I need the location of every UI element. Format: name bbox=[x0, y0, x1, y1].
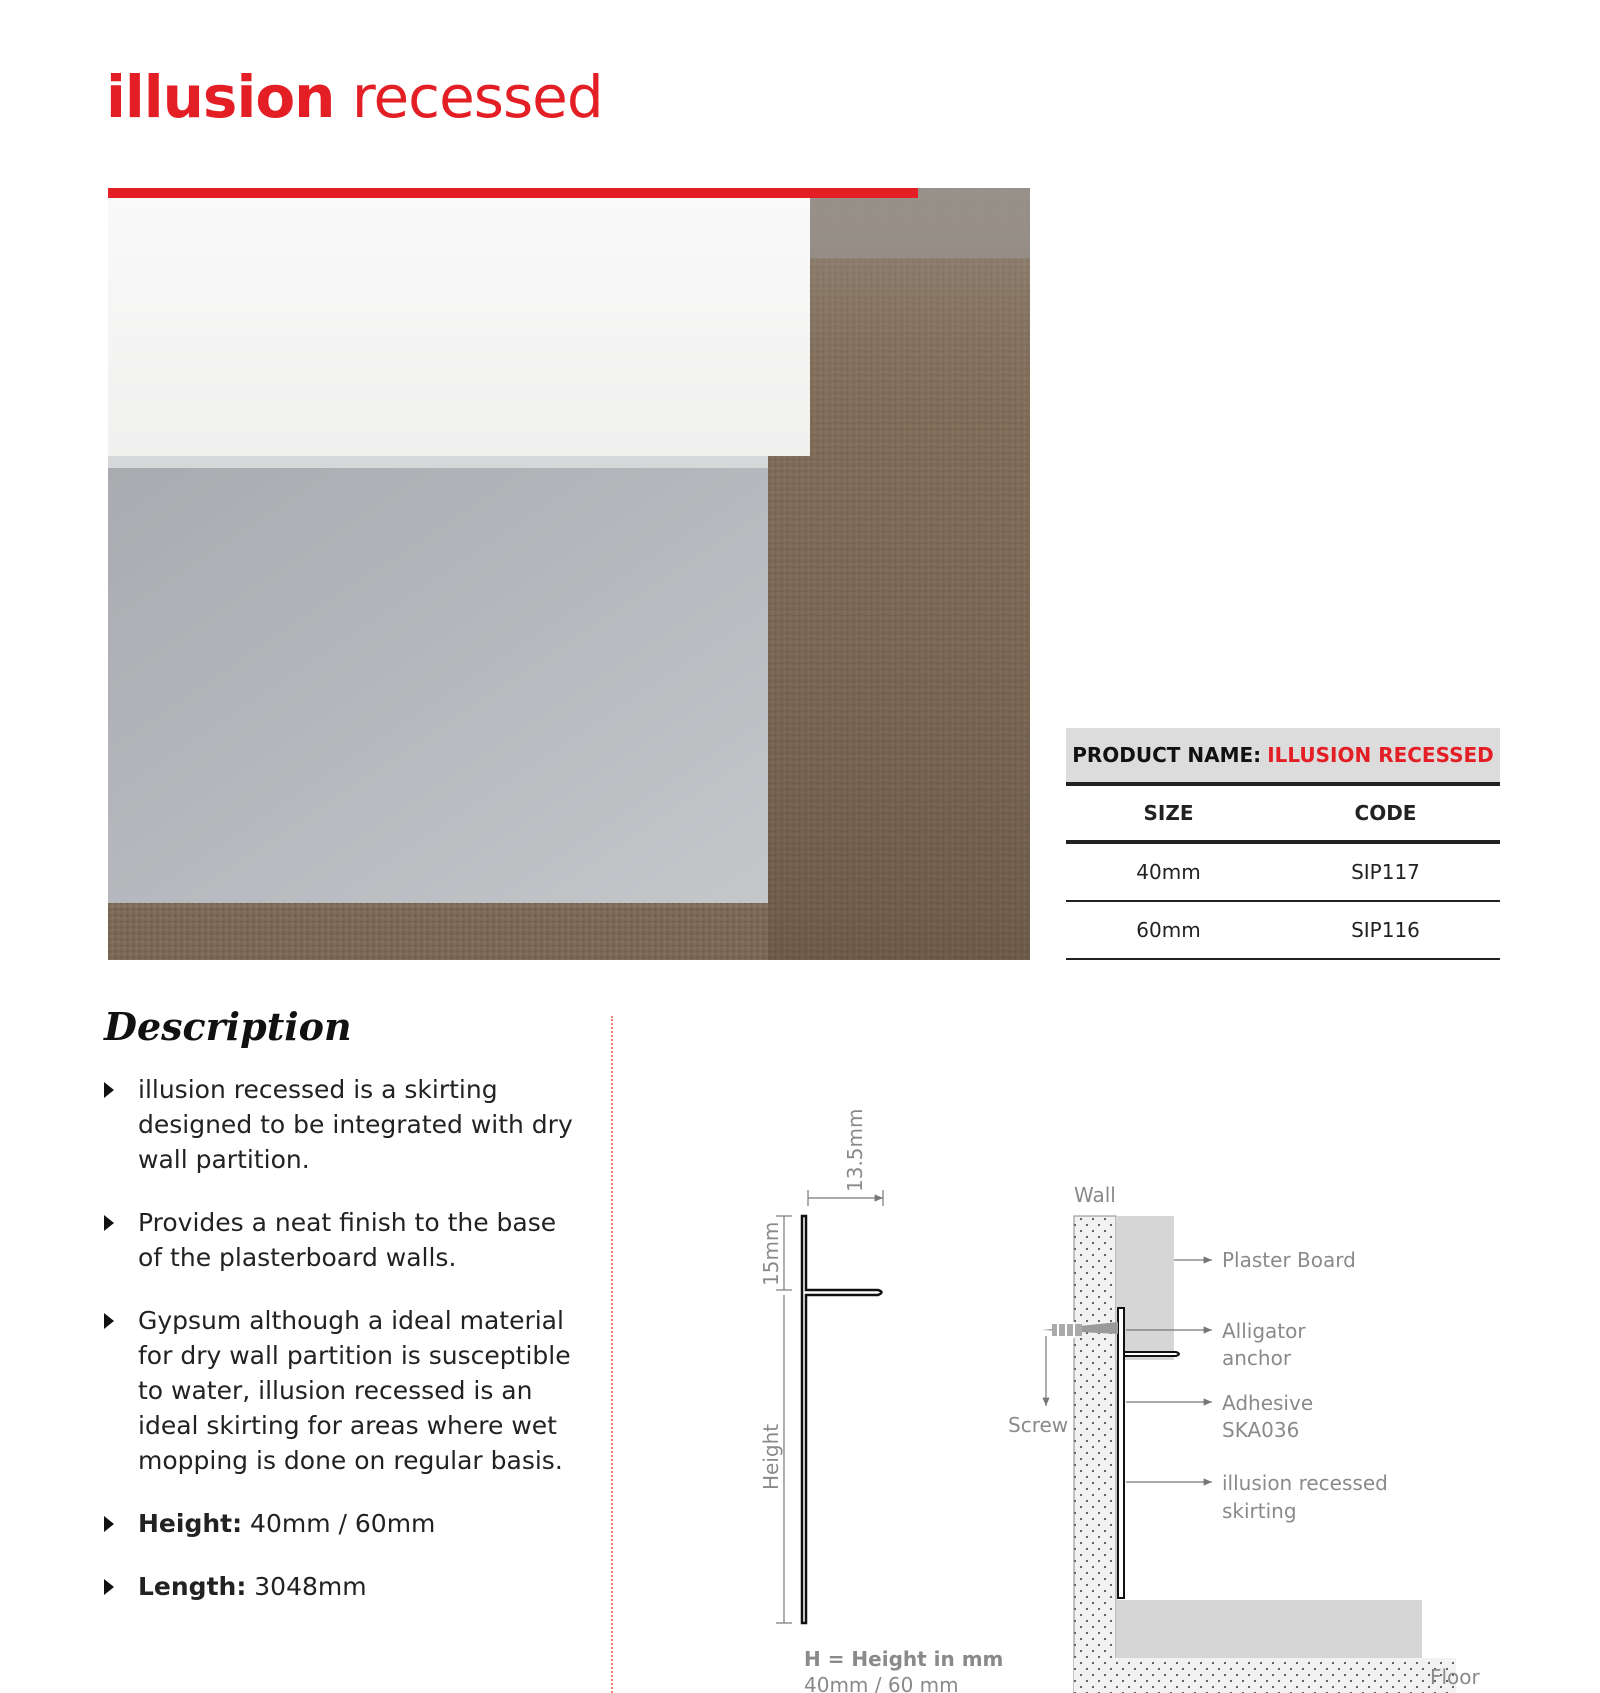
legend-height-label: H = Height in mm bbox=[804, 1647, 1004, 1671]
bullet-arrow-icon bbox=[104, 1082, 114, 1098]
list-item bbox=[104, 1072, 584, 1177]
list-item bbox=[104, 1205, 584, 1275]
code-cell: SIP116 bbox=[1351, 918, 1420, 942]
page-title bbox=[106, 62, 603, 132]
bullet-arrow-icon bbox=[104, 1313, 114, 1329]
product-photo-illustration bbox=[108, 188, 1030, 960]
list-item-text: Gypsum although a ideal material for dry wall partition is susceptible to water, illusion recessed is an ideal skirting for areas where wet mopping is done on regular basis. bbox=[138, 1306, 571, 1475]
title-product: recessed bbox=[351, 63, 603, 131]
size-cell: 60mm bbox=[1136, 918, 1201, 942]
bullet-arrow-icon bbox=[104, 1579, 114, 1595]
adhesive-label-line1: Adhesive bbox=[1222, 1391, 1314, 1415]
dim-width-label: 13.5mm bbox=[843, 1108, 867, 1192]
skirting-label-line2: skirting bbox=[1222, 1499, 1297, 1523]
list-item bbox=[104, 1303, 584, 1478]
dim-height-label: Height bbox=[759, 1423, 783, 1490]
product-spec-table bbox=[1066, 728, 1500, 960]
code-cell: SIP117 bbox=[1351, 860, 1420, 884]
list-item bbox=[104, 1506, 584, 1541]
floor-label: Floor bbox=[1430, 1665, 1480, 1689]
dim-top-label: 15mm bbox=[759, 1221, 783, 1286]
list-item-text: illusion recessed is a skirting designed to be integrated with dry wall partition. bbox=[138, 1075, 573, 1174]
alligator-label-line1: Alligator bbox=[1222, 1319, 1306, 1343]
screw-label: Screw bbox=[1008, 1413, 1069, 1437]
spec-label-height: Height: bbox=[138, 1509, 243, 1538]
plaster-board-label: Plaster Board bbox=[1222, 1248, 1356, 1272]
alligator-label-line2: anchor bbox=[1222, 1346, 1292, 1370]
legend-height-values: 40mm / 60 mm bbox=[804, 1673, 959, 1693]
section-divider bbox=[611, 1016, 613, 1693]
profile-section bbox=[759, 1109, 1003, 1693]
list-item-text: Provides a neat finish to the base of the plasterboard walls. bbox=[138, 1208, 557, 1272]
technical-diagram bbox=[640, 1090, 1600, 1693]
wall-label: Wall bbox=[1074, 1183, 1116, 1207]
bullet-arrow-icon bbox=[104, 1215, 114, 1231]
product-name-label: PRODUCT NAME: bbox=[1072, 743, 1262, 767]
product-photo bbox=[108, 188, 1030, 960]
installation-section bbox=[1008, 1183, 1481, 1693]
spec-value-height: 40mm / 60mm bbox=[250, 1509, 436, 1538]
description-list bbox=[104, 1072, 584, 1632]
product-name-header bbox=[1066, 728, 1500, 786]
spec-value-length: 3048mm bbox=[254, 1572, 367, 1601]
title-brand: illusion bbox=[106, 63, 335, 131]
list-item bbox=[104, 1569, 584, 1604]
product-name-value: ILLUSION RECESSED bbox=[1267, 743, 1494, 767]
adhesive-label-line2: SKA036 bbox=[1222, 1418, 1300, 1442]
table-row bbox=[1066, 844, 1500, 902]
table-header-row bbox=[1066, 786, 1500, 844]
skirting-label-line1: illusion recessed bbox=[1222, 1471, 1388, 1495]
description-heading: Description bbox=[104, 1004, 352, 1049]
bullet-arrow-icon bbox=[104, 1516, 114, 1532]
table-row bbox=[1066, 902, 1500, 960]
size-cell: 40mm bbox=[1136, 860, 1201, 884]
column-header-size: SIZE bbox=[1143, 801, 1194, 825]
accent-bar bbox=[108, 188, 918, 198]
spec-label-length: Length: bbox=[138, 1572, 247, 1601]
column-header-code: CODE bbox=[1354, 801, 1417, 825]
